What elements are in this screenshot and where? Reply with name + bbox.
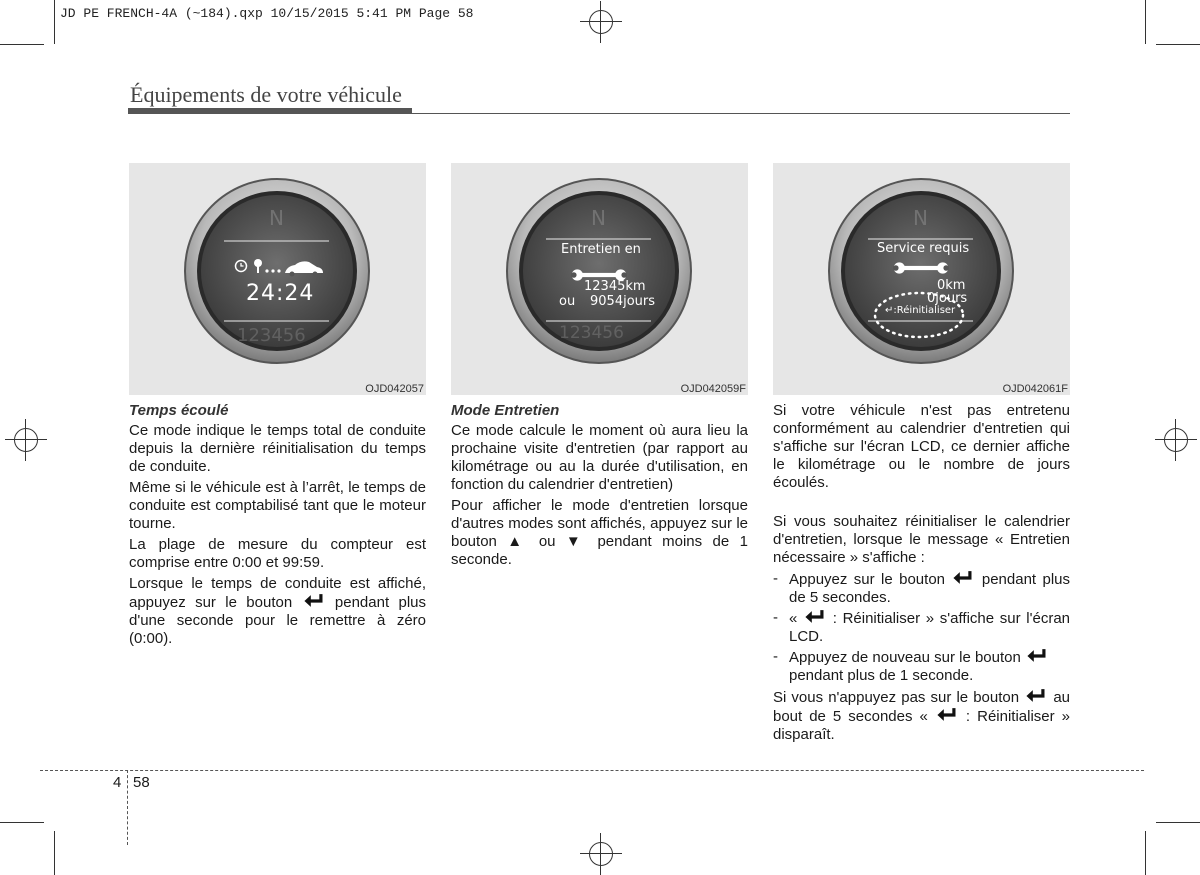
enter-icon xyxy=(1024,688,1048,705)
lcd-reset-prompt: ↵:Réinitialiser xyxy=(885,305,956,316)
title-underline-rule xyxy=(412,113,1070,114)
crop-mark xyxy=(1156,44,1200,45)
registration-mark xyxy=(1164,428,1188,452)
enter-icon xyxy=(1025,648,1049,665)
figure-code: OJD042061F xyxy=(1002,383,1068,395)
lcd-service-km: 12345km xyxy=(584,279,646,294)
paragraph: Même si le véhicule est à l’arrêt, le temps de conduite est comptabilisé tant que le moteur tourne. xyxy=(129,479,426,532)
print-header: JD PE FRENCH-4A (~184).qxp 10/15/2015 5:41 PM Page 58 xyxy=(60,6,474,21)
lcd-time-readout: 24:24 xyxy=(246,281,315,306)
paragraph: La plage de mesure du compteur est comprise entre 0:00 et 99:59. xyxy=(129,536,426,571)
svg-text:N: N xyxy=(913,206,928,230)
chapter-number: 4 xyxy=(113,774,122,791)
lcd-ghost-digits: 123456 xyxy=(237,325,306,346)
figure-code: OJD042059F xyxy=(680,383,746,395)
registration-mark xyxy=(589,842,613,866)
gauge-illustration xyxy=(129,163,426,395)
page-number-divider xyxy=(127,770,128,845)
lcd-service-km: 0km xyxy=(937,278,966,293)
paragraph: Ce mode indique le temps total de conduite depuis la dernière réinitialisation du temps de conduite. xyxy=(129,422,426,475)
subsection-heading: Temps écoulé xyxy=(129,402,229,419)
paragraph: Si votre véhicule n'est pas entretenu conformément au calendrier d'entretien qui s'affiche sur l'écran LCD, ce dernier affiche le kilométrage ou le nombre de jours écoulés. xyxy=(773,402,1070,491)
crop-mark xyxy=(54,831,55,875)
enter-icon xyxy=(302,593,326,610)
enter-icon xyxy=(951,570,975,587)
lcd-service-or: ou xyxy=(559,294,576,309)
figure-elapsed-time xyxy=(129,163,426,395)
column-service-mode xyxy=(451,402,748,572)
crop-mark xyxy=(1145,0,1146,44)
section-title: Équipements de votre véhicule xyxy=(130,82,402,107)
crop-mark xyxy=(1145,831,1146,875)
lcd-service-title: Entretien en xyxy=(561,242,641,257)
crop-mark xyxy=(0,44,44,45)
svg-text:N: N xyxy=(591,206,606,230)
list-item: - « : Réinitialiser » s'affiche sur l'écran LCD. xyxy=(773,609,1071,645)
lcd-ghost-digits: 123456 xyxy=(559,323,624,343)
page-number: 58 xyxy=(133,774,150,791)
lcd-service-days: 0jours xyxy=(927,291,968,306)
enter-icon xyxy=(803,609,827,626)
gauge-illustration xyxy=(773,163,1070,395)
paragraph: Pour afficher le mode d'entretien lorsque d'autres modes sont affichés, appuyez sur le bouton ▲ ou ▼ pendant moins de 1 seconde. xyxy=(451,497,748,568)
list-item: - Appuyez sur le bouton pendant plus de 5 secondes. xyxy=(773,570,1071,606)
crop-mark xyxy=(54,0,55,44)
crop-mark xyxy=(1156,822,1200,823)
paragraph: Ce mode calcule le moment où aura lieu la prochaine visite d'entretien (par rapport au kilométrage ou au la durée d'utilisation, en fonction du calendrier d'entretien) xyxy=(451,422,748,493)
figure-service-required xyxy=(773,163,1070,395)
paragraph: Si vous n'appuyez pas sur le bouton au bout de 5 secondes « : Réinitialiser » disparaît. xyxy=(773,689,1071,743)
registration-mark xyxy=(589,10,613,34)
subsection-heading: Mode Entretien xyxy=(451,402,560,419)
lcd-service-days: 9054jours xyxy=(590,294,656,309)
figure-service-mode xyxy=(451,163,748,395)
column-elapsed-time xyxy=(129,402,426,651)
paragraph: Si vous souhaitez réinitialiser le calendrier d'entretien, lorsque le message « Entretien nécessaire » s'affiche : xyxy=(773,513,1070,566)
column-service-reset xyxy=(773,402,1070,747)
figure-code: OJD042057 xyxy=(365,383,424,395)
enter-icon: ↵ xyxy=(885,305,894,316)
svg-text:N: N xyxy=(269,206,284,230)
footer-rule xyxy=(40,770,1144,771)
paragraph: Lorsque le temps de conduite est affiché, appuyez sur le bouton pendant plus d'une seconde pour le remettre à zéro (0:00). xyxy=(129,575,427,647)
registration-mark xyxy=(14,428,38,452)
list-item: - Appuyez de nouveau sur le bouton pendant plus de 1 seconde. xyxy=(773,648,1070,685)
title-underline-bar xyxy=(128,108,412,114)
enter-icon xyxy=(935,707,959,724)
lcd-service-required-title: Service requis xyxy=(877,241,970,256)
crop-mark xyxy=(0,822,44,823)
